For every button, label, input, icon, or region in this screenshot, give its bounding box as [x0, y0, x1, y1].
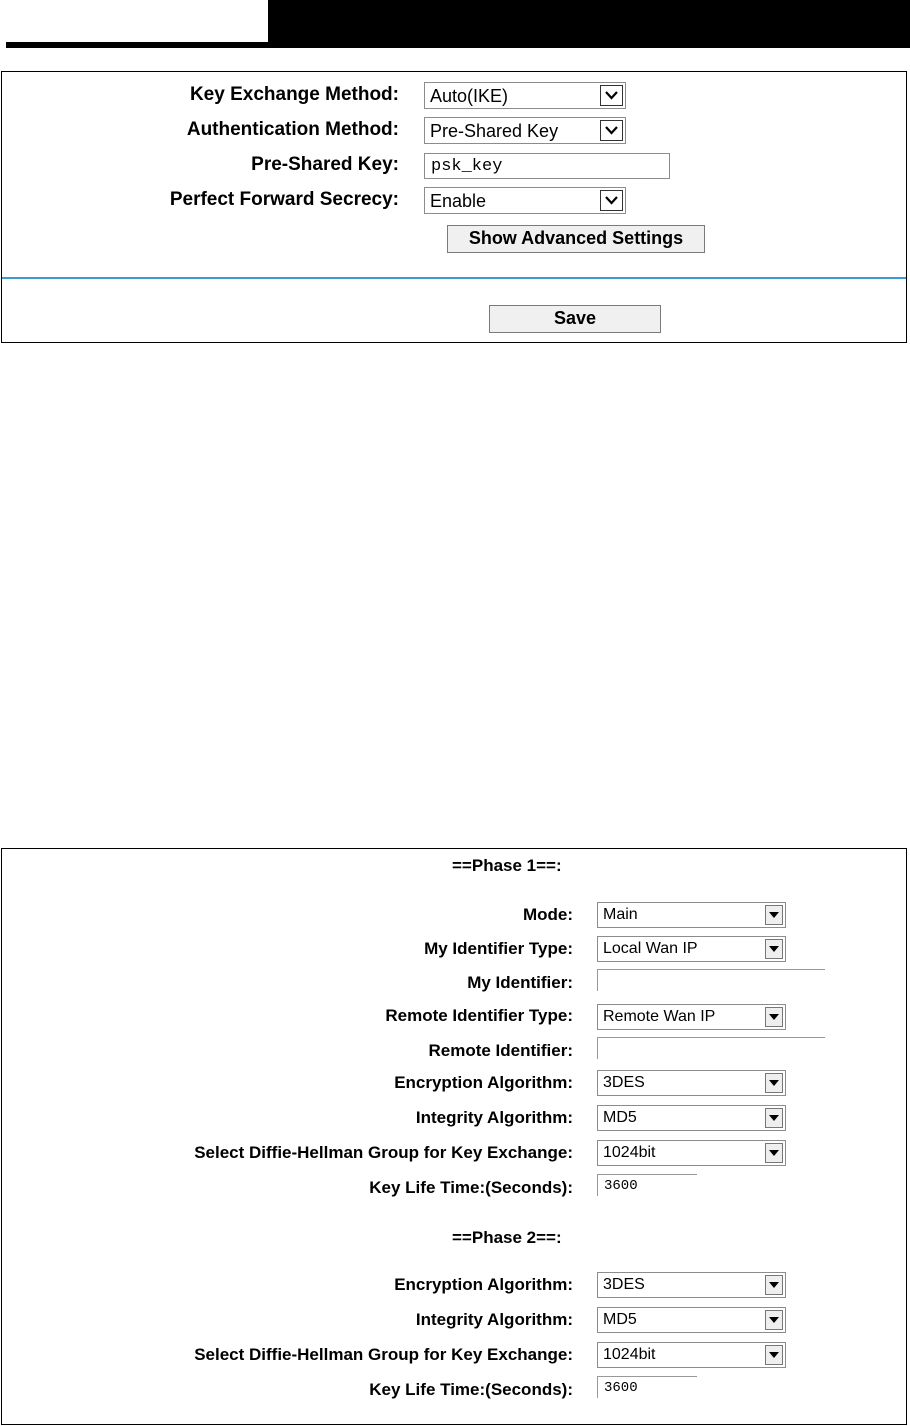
- phase1-dh-group-label: Select Diffie-Hellman Group for Key Exchange:: [194, 1143, 573, 1162]
- phase1-dh-group-select[interactable]: [597, 1140, 786, 1166]
- key-exchange-method-value: Auto(IKE): [430, 86, 509, 106]
- ipsec-advanced-panel: [1, 848, 907, 1425]
- phase1-encryption-label: Encryption Algorithm:: [394, 1073, 573, 1092]
- authentication-method-select[interactable]: [424, 117, 626, 144]
- phase1-heading: ==Phase 1==:: [452, 856, 562, 875]
- phase1-encryption-select[interactable]: [597, 1070, 786, 1096]
- remote-identifier-type-label: Remote Identifier Type:: [385, 1006, 573, 1025]
- phase2-key-lifetime-input[interactable]: 3600: [597, 1376, 697, 1398]
- authentication-method-label: Authentication Method:: [186, 119, 399, 140]
- save-button[interactable]: Save: [489, 305, 661, 333]
- show-advanced-settings-button[interactable]: Show Advanced Settings: [447, 225, 705, 253]
- pre-shared-key-input[interactable]: psk_key: [424, 153, 670, 179]
- header-black-band: [268, 0, 910, 48]
- phase1-integrity-value: MD5: [603, 1109, 637, 1126]
- my-identifier-type-select[interactable]: [597, 936, 786, 962]
- phase2-integrity-value: MD5: [603, 1311, 637, 1328]
- phase2-heading: ==Phase 2==:: [452, 1228, 562, 1247]
- phase2-integrity-select[interactable]: [597, 1307, 786, 1333]
- chevron-down-icon[interactable]: [765, 1073, 783, 1093]
- chevron-down-icon[interactable]: [600, 120, 623, 141]
- ipsec-basic-panel: [1, 71, 907, 343]
- pre-shared-key-label: Pre-Shared Key:: [251, 154, 399, 175]
- header-bar: [0, 0, 910, 48]
- chevron-down-icon[interactable]: [600, 190, 623, 211]
- section-divider: [2, 277, 906, 279]
- my-identifier-type-label: My Identifier Type:: [424, 939, 573, 958]
- remote-identifier-input[interactable]: [597, 1037, 825, 1059]
- phase2-integrity-label: Integrity Algorithm:: [415, 1310, 573, 1329]
- chevron-down-icon[interactable]: [765, 1345, 783, 1365]
- chevron-down-icon[interactable]: [765, 1310, 783, 1330]
- phase1-key-lifetime-input[interactable]: 3600: [597, 1174, 697, 1196]
- phase2-key-lifetime-label: Key Life Time:(Seconds):: [369, 1380, 573, 1399]
- phase2-encryption-label: Encryption Algorithm:: [394, 1275, 573, 1294]
- chevron-down-icon[interactable]: [765, 939, 783, 959]
- phase1-integrity-label: Integrity Algorithm:: [415, 1108, 573, 1127]
- header-rule: [6, 42, 268, 48]
- phase2-encryption-value: 3DES: [603, 1276, 645, 1293]
- my-identifier-input[interactable]: [597, 969, 825, 991]
- phase1-integrity-select[interactable]: [597, 1105, 786, 1131]
- phase1-mode-select[interactable]: [597, 902, 786, 928]
- remote-identifier-type-select[interactable]: [597, 1004, 786, 1030]
- perfect-forward-secrecy-value: Enable: [430, 191, 487, 211]
- phase2-encryption-select[interactable]: [597, 1272, 786, 1298]
- my-identifier-label: My Identifier:: [467, 973, 573, 992]
- key-exchange-method-label: Key Exchange Method:: [189, 84, 399, 105]
- key-exchange-method-select[interactable]: [424, 82, 626, 109]
- chevron-down-icon[interactable]: [765, 1007, 783, 1027]
- chevron-down-icon[interactable]: [765, 1143, 783, 1163]
- phase2-dh-group-select[interactable]: [597, 1342, 786, 1368]
- my-identifier-type-value: Local Wan IP: [603, 940, 698, 957]
- authentication-method-value: Pre-Shared Key: [430, 121, 559, 141]
- chevron-down-icon[interactable]: [765, 905, 783, 925]
- phase1-mode-value: Main: [603, 906, 638, 923]
- chevron-down-icon[interactable]: [765, 1275, 783, 1295]
- phase1-dh-group-value: 1024bit: [603, 1144, 656, 1161]
- phase2-dh-group-label: Select Diffie-Hellman Group for Key Exchange:: [194, 1345, 573, 1364]
- remote-identifier-type-value: Remote Wan IP: [603, 1008, 716, 1025]
- chevron-down-icon[interactable]: [600, 85, 623, 106]
- remote-identifier-label: Remote Identifier:: [428, 1041, 573, 1060]
- phase1-key-lifetime-label: Key Life Time:(Seconds):: [369, 1178, 573, 1197]
- header-blank: [0, 0, 268, 42]
- phase1-mode-label: Mode:: [522, 905, 573, 924]
- phase1-encryption-value: 3DES: [603, 1074, 645, 1091]
- perfect-forward-secrecy-label: Perfect Forward Secrecy:: [169, 189, 399, 210]
- chevron-down-icon[interactable]: [765, 1108, 783, 1128]
- perfect-forward-secrecy-select[interactable]: [424, 187, 626, 214]
- phase2-dh-group-value: 1024bit: [603, 1346, 656, 1363]
